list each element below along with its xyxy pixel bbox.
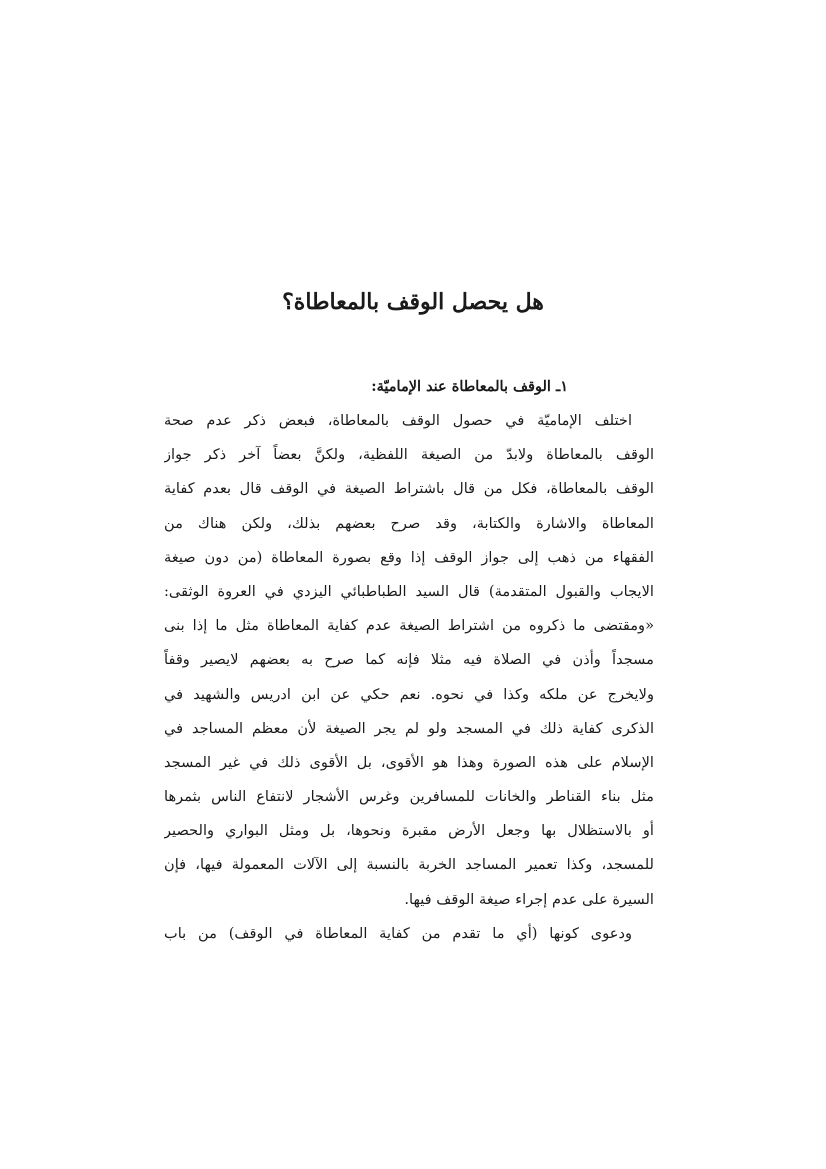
section-heading: ١ـ الوقف بالمعاطاة عند الإماميّة: <box>371 378 568 395</box>
text-line: الذكرى كفاية ذلك في المسجد ولو لم يجر الصيغة لأن معظم المساجد في <box>164 719 654 737</box>
text-line: المعاطاة والاشارة والكتابة، وقد صرح بعضهم بذلك، ولكن هناك من <box>164 514 654 532</box>
text-line: «ومقتضى ما ذكروه من اشتراط الصيغة عدم كفاية المعاطاة مثل ما إذا بنى <box>164 617 654 635</box>
text-line: اختلف الإماميّة في حصول الوقف بالمعاطاة، فبعض ذكر عدم صحة <box>164 412 632 429</box>
text-line: الإسلام على هذه الصورة وهذا هو الأقوى، بل الأقوى ذلك في غير المسجد <box>164 753 654 771</box>
text-line: مسجداً وأذن في الصلاة فيه مثلا فإنه كما صرح به بعضهم لايصير وقفاً <box>164 651 654 669</box>
text-line: ودعوى كونها (أي ما تقدم من كفاية المعاطاة في الوقف) من باب <box>164 924 632 942</box>
text-line: للمسجد، وكذا تعمير المساجد الخربة بالنسبة إلى الآلات المعمولة فيها، فإن <box>164 856 654 874</box>
text-line: الفقهاء من ذهب إلى جواز الوقف إذا وقع بصورة المعاطاة (من دون صيغة <box>164 548 654 566</box>
text-line: السيرة على عدم إجراء صيغة الوقف فيها. <box>404 890 654 908</box>
body-text <box>164 370 654 951</box>
text-line: مثل بناء القناطر والخانات للمسافرين وغرس الأشجار لانتفاع الناس بثمرها <box>164 788 654 806</box>
page-title: هل يحصل الوقف بالمعاطاة؟ <box>282 289 544 315</box>
text-line: ولايخرج عن ملكه وكذا في نحوه. نعم حكي عن ابن ادريس والشهيد في <box>164 685 654 703</box>
text-line: الوقف بالمعاطاة ولابدّ من الصيغة اللفظية، ولكنَّ بعضاً آخر ذكر جواز <box>164 446 654 464</box>
text-line: أو بالاستظلال بها وجعل الأرض مقبرة ونحوها، بل ومثل البواري والحصير <box>164 822 654 840</box>
text-line: الوقف بالمعاطاة، فكل من قال باشتراط الصيغة في الوقف قال بعدم كفاية <box>164 480 654 498</box>
text-line: الايجاب والقبول المتقدمة) قال السيد الطباطبائي اليزدي في العروة الوثقى: <box>164 582 654 600</box>
